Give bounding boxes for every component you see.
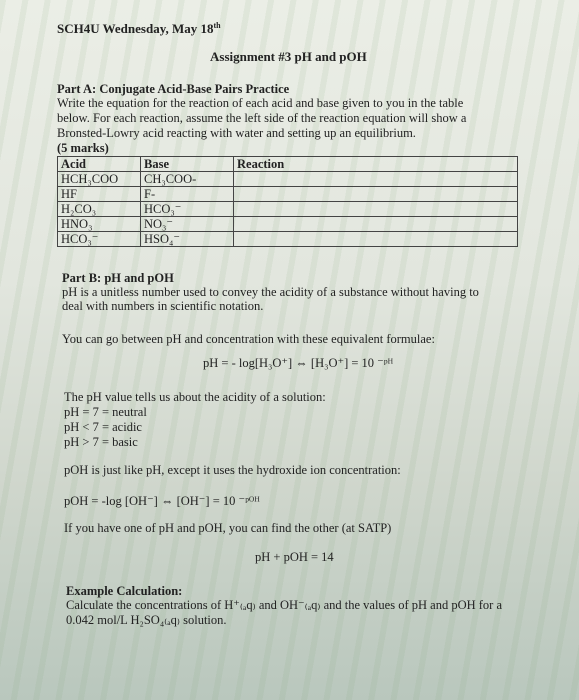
acidity-acidic: pH < 7 = acidic [64, 420, 142, 434]
table-row [58, 187, 518, 202]
base-cell: F- [141, 187, 234, 202]
acid-cell: HF [58, 187, 141, 202]
example-line-1: Calculate the concentrations of H⁺₍ₐq₎ and OH⁻₍ₐq₎ and the values of pH and pOH for a [66, 598, 503, 612]
assignment-title: Assignment #3 pH and pOH [210, 49, 367, 64]
acid-cell: H₂CO₃ [58, 202, 141, 217]
example-line-2: 0.042 mol/L H₂SO₄₍ₐq₎ solution. [66, 613, 227, 627]
reaction-cell[interactable] [234, 232, 518, 247]
base-cell: HCO₃⁻ [141, 202, 234, 217]
table-header-row [58, 157, 518, 172]
formula-intro: You can go between pH and concentration with these equivalent formulae: [62, 332, 435, 346]
course-heading: SCH4U Wednesday, May 18th [57, 21, 221, 36]
example-title: Example Calculation: [66, 584, 183, 598]
acidity-basic: pH > 7 = basic [64, 435, 138, 449]
header-base: Base [141, 157, 234, 172]
relation-intro: If you have one of pH and pOH, you can find the other (at SATP) [64, 521, 392, 535]
table-row [58, 217, 518, 232]
poh-intro: pOH is just like pH, except it uses the hydroxide ion concentration: [64, 463, 401, 477]
poh-formula: pOH = -log [OH⁻] ⇔ [OH⁻] = 10 ⁻ᵖᴼᴴ [64, 494, 260, 508]
acidity-intro: The pH value tells us about the acidity of a solution: [64, 390, 326, 404]
reaction-cell[interactable] [234, 172, 518, 187]
acid-base-table [57, 156, 518, 247]
header-reaction: Reaction [234, 157, 518, 172]
acid-cell: HNO₃ [58, 217, 141, 232]
base-cell: HSO₄⁻ [141, 232, 234, 247]
part-b-title: Part B: pH and pOH [62, 271, 174, 285]
part-a-line-2: below. For each reaction, assume the left side of the reaction equation will show a [57, 111, 467, 125]
ph-poh-relation: pH + pOH = 14 [255, 550, 334, 564]
ph-formula: pH = - log[H₃O⁺] ⇔ [H₃O⁺] = 10 ⁻ᵖᴴ [203, 356, 394, 370]
part-a-line-3: Bronsted-Lowry acid reacting with water and setting up an equilibrium. [57, 126, 416, 140]
table-row [58, 232, 518, 247]
reaction-cell[interactable] [234, 217, 518, 232]
part-b-intro-1: pH is a unitless number used to convey the acidity of a substance without having to [62, 285, 479, 299]
table-row [58, 172, 518, 187]
reaction-cell[interactable] [234, 187, 518, 202]
part-a-title: Part A: Conjugate Acid-Base Pairs Practice [57, 82, 290, 96]
base-cell: CH₃COO- [141, 172, 234, 187]
acid-cell: HCO₃⁻ [58, 232, 141, 247]
acidity-neutral: pH = 7 = neutral [64, 405, 147, 419]
base-cell: NO₃⁻ [141, 217, 234, 232]
reaction-cell[interactable] [234, 202, 518, 217]
part-a-line-1: Write the equation for the reaction of each acid and base given to you in the table [57, 96, 464, 110]
acid-cell: HCH₃COO [58, 172, 141, 187]
marks-label: (5 marks) [57, 141, 109, 155]
table-row [58, 202, 518, 217]
header-acid: Acid [58, 157, 141, 172]
part-b-intro-2: deal with numbers in scientific notation. [62, 299, 264, 313]
